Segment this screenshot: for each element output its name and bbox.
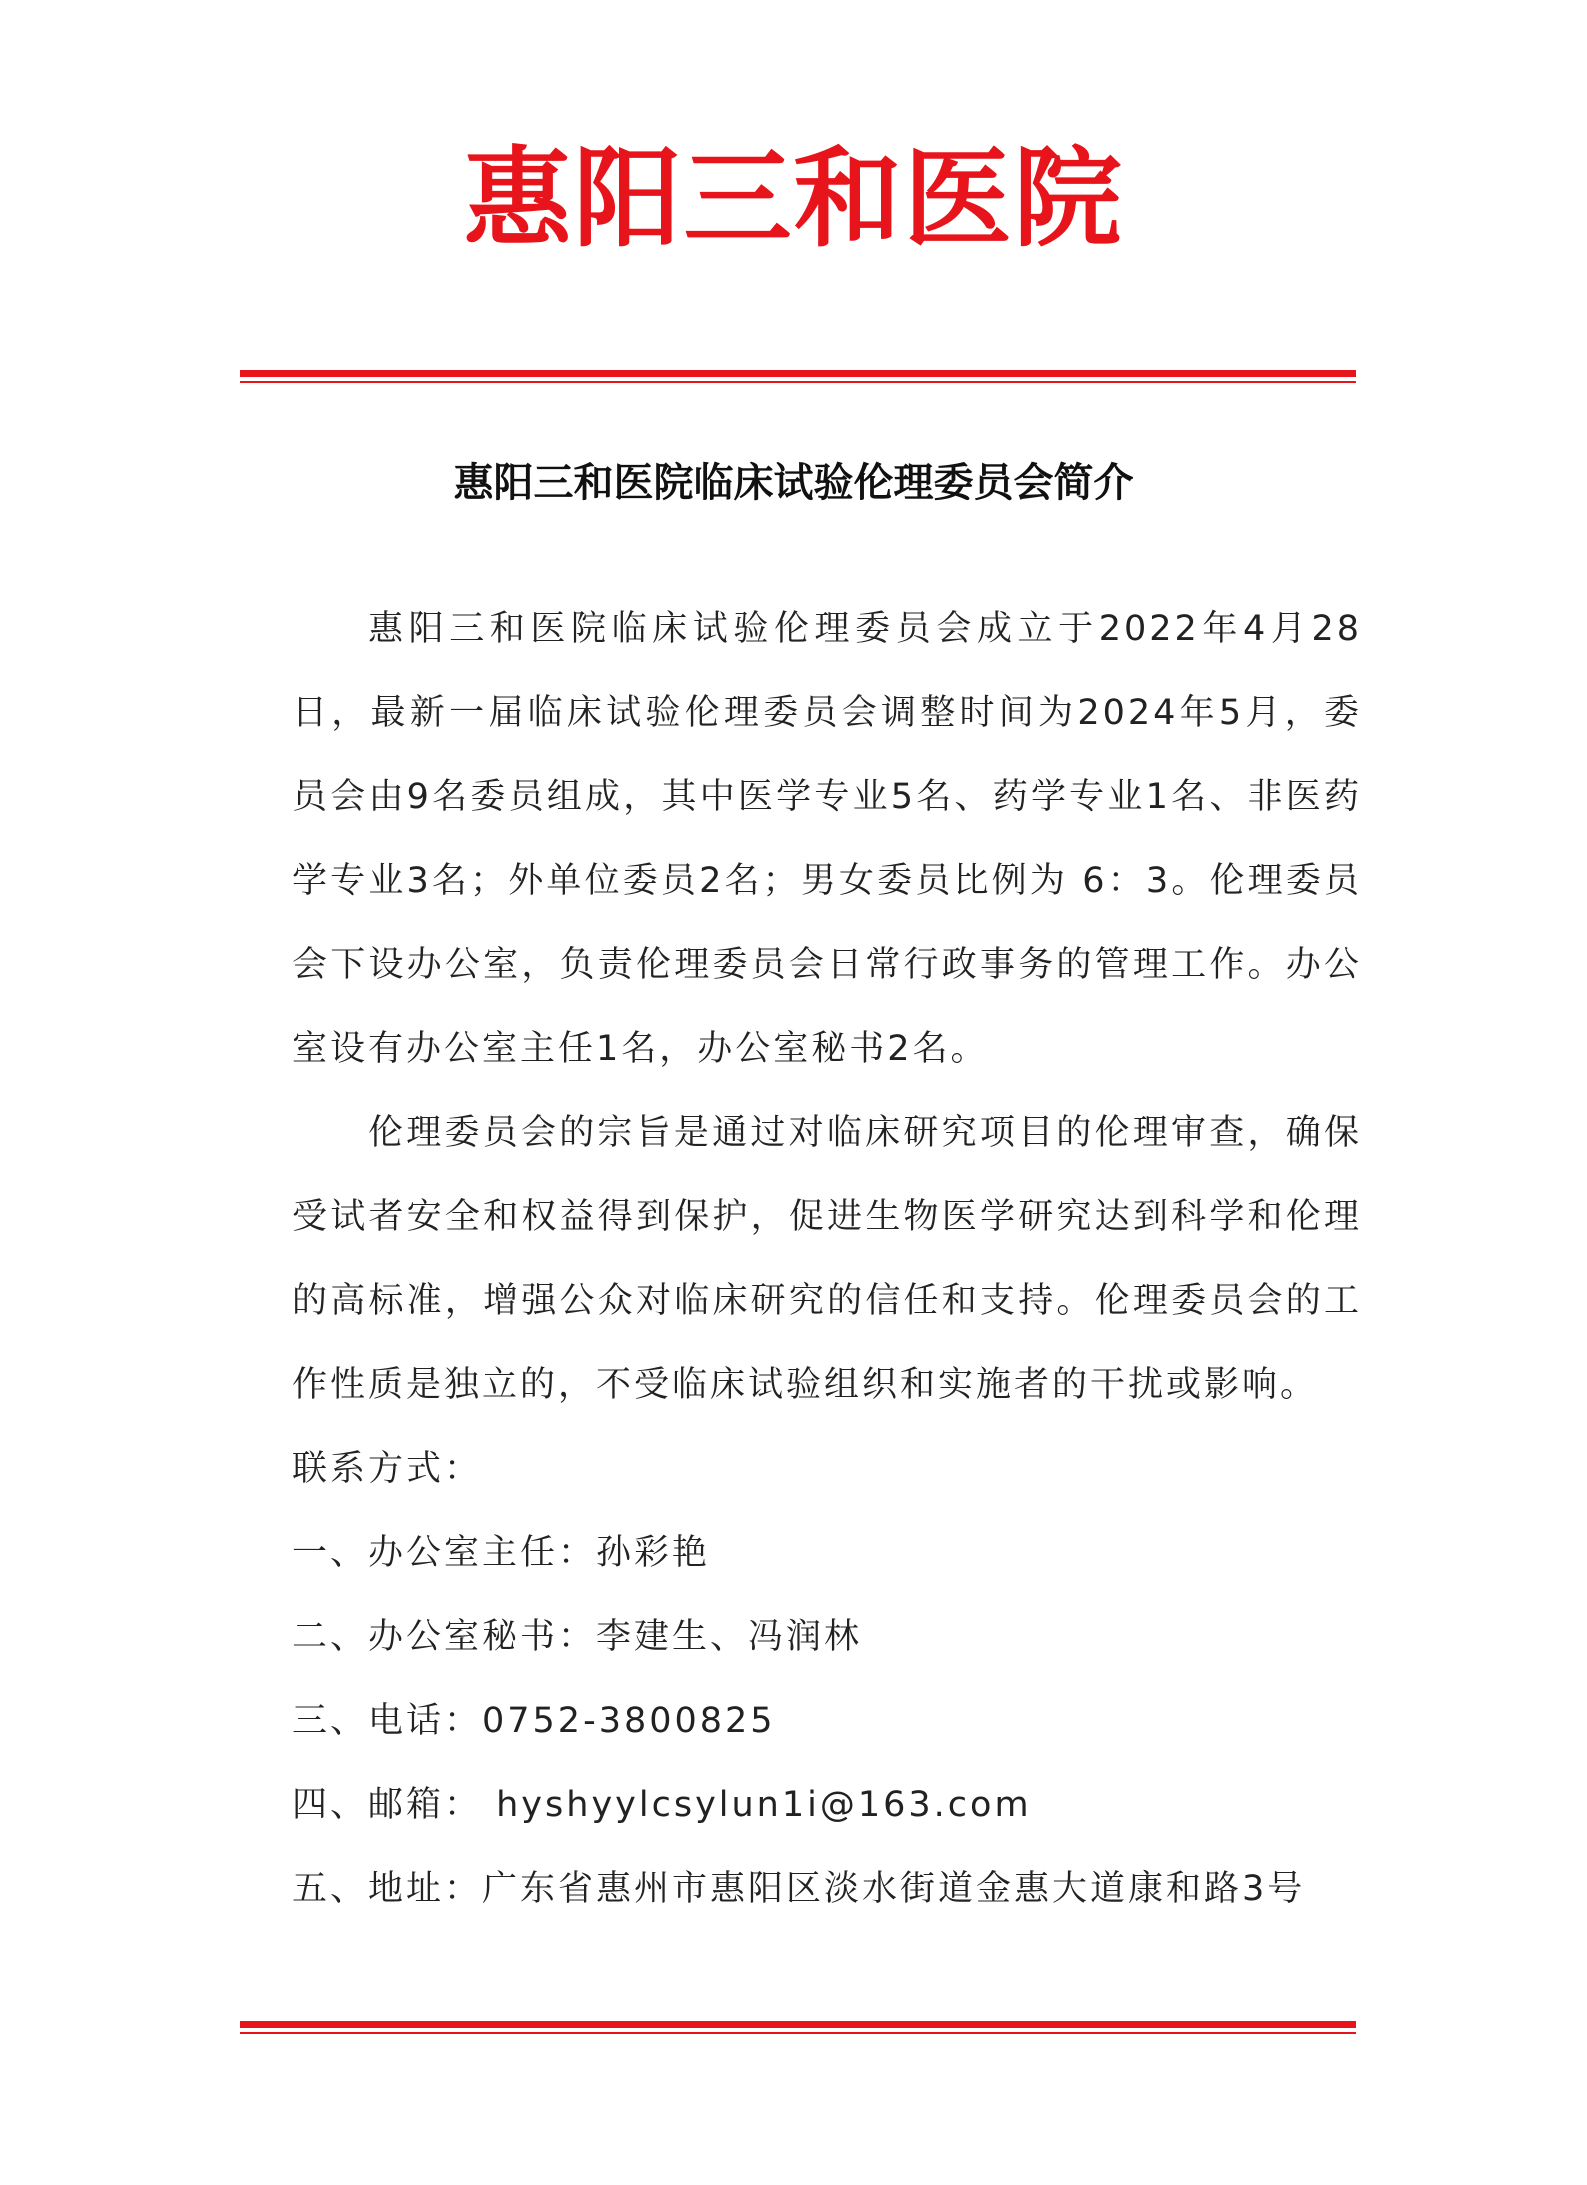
contact-office-secretary: 二、办公室秘书：李建生、冯润林 bbox=[292, 1617, 863, 1657]
footer-red-rule bbox=[240, 2021, 1356, 2034]
contact-email: 四、邮箱： hyshyylcsylun1i@163.com bbox=[292, 1785, 1032, 1825]
intro-paragraph bbox=[292, 587, 1362, 1091]
contact-heading: 联系方式： bbox=[292, 1449, 483, 1489]
contact-phone: 三、电话：0752-3800825 bbox=[292, 1701, 776, 1741]
document-title: 惠阳三和医院临床试验伦理委员会简介 bbox=[453, 459, 1134, 506]
header-rule-thin bbox=[240, 381, 1356, 383]
footer-rule-thin bbox=[240, 2032, 1356, 2034]
header-red-rule bbox=[240, 370, 1356, 383]
contact-section bbox=[292, 1427, 1362, 1931]
paragraph-purpose: 伦理委员会的宗旨是通过对临床研究项目的伦理审查，确保受试者安全和权益得到保护，促进生物医学研究达到科学和伦理的高标准，增强公众对临床研究的信任和支持。伦理委员会的工作性质是独立的，不受临床试验组织和实施者的干扰或影响。 bbox=[292, 1113, 1362, 1405]
purpose-paragraph bbox=[292, 1091, 1362, 1427]
contact-office-director: 一、办公室主任：孙彩艳 bbox=[292, 1533, 711, 1573]
header-rule-thick bbox=[240, 370, 1356, 377]
footer-rule-thick bbox=[240, 2021, 1356, 2028]
paragraph-establishment: 惠阳三和医院临床试验伦理委员会成立于2022年4月28日，最新一届临床试验伦理委员会调整时间为2024年5月，委员会由9名委员组成，其中医学专业5名、药学专业1名、非医药学专业3名；外单位委员2名；男女委员比例为 6：3。伦理委员会下设办公室，负责伦理委员会日常行政事务的管理工作。办公室设有办公室主任1名，办公室秘书2名。 bbox=[292, 609, 1362, 1069]
hospital-masthead: 惠阳三和医院 bbox=[463, 136, 1124, 262]
contact-address: 五、地址：广东省惠州市惠阳区淡水街道金惠大道康和路3号 bbox=[292, 1869, 1306, 1909]
